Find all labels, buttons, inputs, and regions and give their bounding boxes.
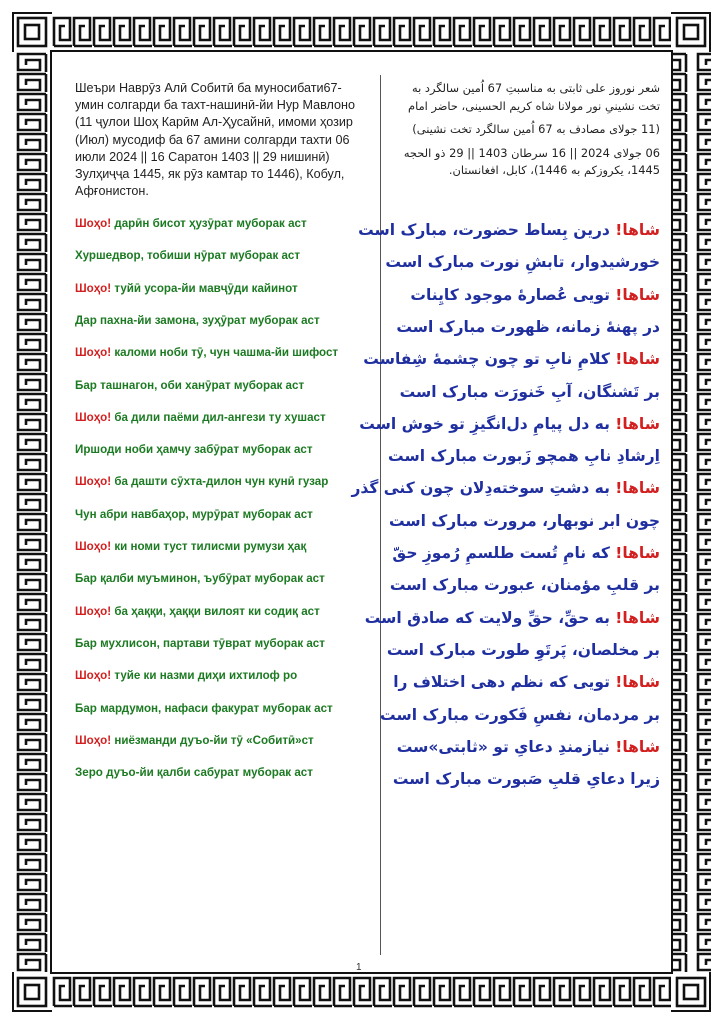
verse-text: زیرا دعایِ قلبِ صَبورت مبارک است: [392, 770, 660, 789]
persian-verse-line: [393, 673, 660, 691]
verse-text: نیازمندِ دعایِ تو «ثابتی»ست: [396, 737, 616, 756]
verse-text: туйе ки назми диҳи ихтилоф ро: [111, 669, 298, 683]
verse-text: Бар мухлисон, партави тӯврат муборак аст: [75, 636, 325, 650]
tajik-verse-line: [75, 282, 298, 295]
tajik-verse-line: [75, 411, 326, 424]
verse-text: Чун абри навбаҳор, мурӯрат муборак аст: [75, 507, 313, 521]
exclamation-shoho: Шоҳо!: [75, 217, 112, 230]
tajik-verse-line: [75, 702, 333, 715]
verse-text: خورشیدوار، تابشِ نورت مبارک است: [385, 253, 660, 272]
verse-text: تویی عُصارهٔ موجود کایِنات: [410, 285, 616, 304]
persian-verse-line: [365, 609, 660, 627]
persian-intro-line-2: (11 جولای مصادف به 67 اُمین سالگرد تخت نشینی): [412, 122, 660, 136]
exclamation-shoho: شاها!: [615, 350, 660, 369]
tajik-verse-line: [75, 540, 306, 553]
verse-text: چون ابر نوبهار، مرورت مبارک است: [389, 511, 660, 530]
persian-intro-line-1: شعر نوروز علی ثابتی به مناسبتِ 67 اُمین سالگرد به تخت نشینیِ نور مولانا شاه کریم الحسینی، حاضر امام: [408, 81, 660, 113]
verse-text: Бар мардумон, нафаси факурат муборак аст: [75, 701, 333, 715]
verse-text: به دشتِ سوخته‌دِلان چون کنی گذر: [351, 479, 616, 498]
tajik-verse-line: [75, 249, 300, 262]
verse-text: Бар қалби муъминон, ъубӯрат муборак аст: [75, 572, 325, 586]
exclamation-shoho: شاها!: [615, 737, 660, 756]
exclamation-shoho: Шоҳо!: [75, 733, 112, 747]
persian-verse-line: [387, 641, 660, 659]
exclamation-shoho: شاها!: [615, 285, 660, 304]
verse-text: ба ҳаққи, ҳаққи вилоят ки содиқ аст: [111, 604, 320, 618]
page-number: 1: [356, 962, 362, 973]
persian-verse-line: [359, 415, 660, 433]
verse-text: ки номи туст тилисми румузи ҳақ: [111, 540, 307, 553]
tajik-verse-line: [75, 379, 304, 392]
persian-verse-line: [396, 318, 660, 336]
persian-verse-line: [363, 350, 660, 368]
persian-verse-line: [385, 253, 660, 271]
tajik-verse-line: [75, 443, 313, 456]
verse-text: بر مخلصان، پَرتَوِ طورت مبارک است: [386, 640, 660, 659]
verse-text: Хуршедвор, тобиши нӯрат муборак аст: [75, 249, 301, 263]
tajik-verse-line: [75, 637, 325, 650]
verse-text: به دل پیامِ دل‌انگیزِ تو خوش است: [359, 414, 616, 433]
verse-text: تویی که نظم دهی اختلاف را: [393, 673, 616, 692]
tajik-verse-line: [75, 217, 307, 230]
persian-intro: [395, 80, 660, 180]
persian-verse-line: [388, 447, 660, 465]
verse-text: به حقِّ، حقِّ ولایت که صادق است: [364, 608, 616, 627]
verse-text: Иршоди ноби ҳамчу забӯрат муборак аст: [75, 443, 313, 457]
tajik-verse-line: [75, 346, 338, 359]
persian-verse-line: [358, 221, 660, 239]
exclamation-shoho: Шоҳо!: [75, 281, 112, 295]
verse-text: каломи ноби тӯ, чун чашма-йи шифост: [111, 346, 339, 360]
verse-text: туйӣ усора-йи мавҷӯди кайинот: [111, 281, 298, 295]
exclamation-shoho: Шоҳо!: [75, 410, 112, 424]
persian-verse-line: [410, 286, 660, 304]
persian-verse-line: [392, 544, 660, 562]
tajik-verse-line: [75, 734, 314, 747]
tajik-verse-line: [75, 314, 320, 327]
persian-verse-line: [380, 706, 660, 724]
exclamation-shoho: شاها!: [615, 608, 660, 627]
persian-intro-line-3: 06 جولای 2024 || 16 سرطان 1403 || 29 ذو الحجه 1445، یکروزکم به 1446)، کابل، افغانستان.: [403, 145, 660, 177]
persian-verse-line: [397, 738, 660, 756]
verse-text: ба дили паёми дил-ангези ту хушаст: [111, 410, 326, 424]
exclamation-shoho: شاها!: [615, 479, 660, 498]
verse-text: بر تَشنگان، آبِ خَنورَت مبارک است: [399, 382, 660, 401]
tajik-verse-line: [75, 669, 297, 682]
exclamation-shoho: Шоҳо!: [75, 346, 112, 360]
verse-text: дарӣн бисот ҳузӯрат муборак аст: [111, 217, 307, 230]
verse-text: کلامِ نابِ تو چون چشمهٔ شِفاست: [363, 350, 616, 369]
verse-text: ниёзманди дуъо-йи тӯ «Собитӣ»ст: [111, 733, 314, 747]
persian-verse-line: [400, 383, 660, 401]
verse-text: بر مردمان، نفسِ فَکورت مبارک است: [380, 705, 660, 724]
verse-text: در پهنهٔ زمانه، ظهورت مبارک است: [396, 317, 660, 336]
verse-text: Зеро дуъо-йи қалби сабурат муборак аст: [75, 766, 313, 780]
verse-text: ба дашти сӯхта-дилон чун кунӣ гузар: [111, 475, 329, 489]
tajik-verse-line: [75, 766, 313, 779]
tajik-verse-line: [75, 475, 328, 488]
tajik-verse-line: [75, 508, 313, 521]
tajik-column: [75, 80, 365, 780]
verse-text: اِرشادِ نابِ همچو زَبورت مبارک است: [388, 447, 660, 466]
verse-text: درین بِساط حضورت، مبارک است: [358, 221, 616, 239]
exclamation-shoho: شاها!: [615, 544, 660, 562]
verse-text: که نامِ تُست طلسمِ رُموزِ حقّ: [392, 544, 616, 562]
persian-verse-line: [389, 512, 660, 530]
exclamation-shoho: شاها!: [615, 414, 660, 433]
tajik-verse-line: [75, 572, 325, 585]
exclamation-shoho: شاها!: [615, 673, 660, 692]
exclamation-shoho: Шоҳо!: [75, 540, 112, 553]
column-divider: [380, 75, 381, 955]
tajik-intro: Шеъри Наврӯз Алӣ Собитӣ ба муносибати67-умин солгарди ба тахт-нашинӣ-йи Нур Мавлоно (11 ҷулои Шоҳ Карӣм Ал-Ҳусайнӣ, имоми ҳозир (Июл) мусодиф ба 67 амини солгарди тахти 06 июли 2024 || 16 Саратон 1403 || 29 нишинӣ) Зулҳиҷҷа 1445, як рӯз камтар то 1446), Кобул, Афғонистон.: [75, 81, 356, 199]
verse-text: Дар пахна-йи замона, зуҳӯрат муборак аст: [75, 313, 320, 327]
exclamation-shoho: Шоҳо!: [75, 669, 112, 683]
persian-verse-line: [390, 576, 660, 594]
verse-text: بر قلبِ مؤمنان، عبورت مبارک است: [389, 576, 660, 595]
persian-verse-line: [393, 770, 660, 788]
exclamation-shoho: Шоҳо!: [75, 604, 112, 618]
exclamation-shoho: شاها!: [615, 221, 660, 239]
persian-column: [351, 80, 660, 789]
exclamation-shoho: Шоҳо!: [75, 475, 112, 489]
verse-text: Бар ташнагон, оби ханӯрат муборак аст: [75, 378, 305, 392]
tajik-verse-line: [75, 605, 320, 618]
persian-verse-line: [351, 479, 660, 497]
